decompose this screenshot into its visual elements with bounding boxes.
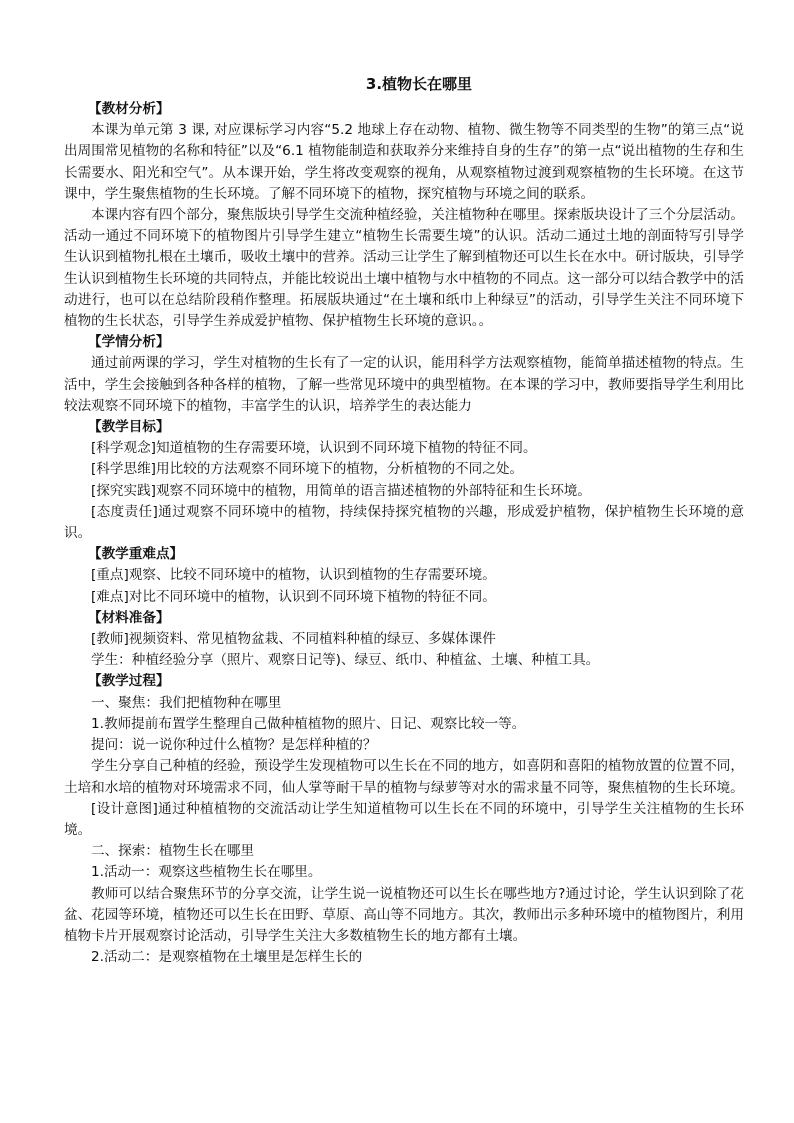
paragraph: 通过前两课的学习，学生对植物的生长有了一定的认识，能用科学方法观察植物，能简单描述植物的特点。生活中，学生会接触到各种各样的植物，了解一些常见环境中的典型植物。在本课的学习中，教师要指导学生利用比较法观察不同环境下的植物，丰富学生的认识，培养学生的表达能力	[64, 355, 744, 414]
paragraph: 教师可以结合聚焦环节的分享交流，让学生说一说植物还可以生长在哪些地方?通过讨论，学生认识到除了花盆、花园等环境，植物还可以生长在田野、草原、高山等不同地方。其次，教师出示多种环境中的植物图片，利用植物卡片开展观察讨论活动，引导学生关注大多数植物生长的地方都有土壤。	[64, 885, 744, 944]
paragraph: [设计意图]通过种植植物的交流活动让学生知道植物可以生长在不同的环境中，引导学生关注植物的生长环境。	[64, 800, 744, 838]
section-heading-key-points: 【教学重难点】	[88, 546, 184, 563]
materials-line: 学生：种植经验分享（照片、观察日记等)、绿豆、纸巾、种植盆、土壤、种植工具。	[91, 652, 600, 669]
section-heading-textbook-analysis: 【教材分析】	[88, 101, 170, 117]
section-heading-student-analysis: 【学情分析】	[88, 334, 170, 351]
process-line: 提问：说一说你种过什么植物？是怎样种植的？	[91, 737, 377, 754]
paragraph: 学生分享自己种植的经验，预设学生发现植物可以生长在不同的地方，如喜阴和喜阳的植物放置的位置不同，土培和水培的植物对环境需求不同，仙人掌等耐干旱的植物与绿萝等对水的需求量不同等，聚焦植物的生长环境。	[64, 758, 744, 796]
process-line: 1.教师提前布置学生整理自己做种植植物的照片、日记、观察比较一等。	[91, 715, 526, 732]
goal-line: [科学思维]用比较的方法观察不同环境下的植物，分析植物的不同之处。	[91, 461, 524, 478]
goal-line: [态度责任]通过观察不同环境中的植物，持续保持探究植物的兴趣，形成爱护植物，保护植物生长环境的意识。	[64, 503, 744, 542]
page-title: 3.植物长在哪里	[365, 75, 473, 93]
goal-line: [探究实践]观察不同环境中的植物，用简单的语言描述植物的外部特征和生长环境。	[91, 482, 591, 499]
paragraph: 本课内容有四个部分，聚焦版块引导学生交流种植经验，关注植物种在哪里。探索版块设计了三个分层活动。活动一通过不同环境下的植物图片引导学生建立“植物生长需要生境”的认识。活动二通过土地的剖面特写引导学生认识到植物扎根在土壤币，吸收土壤中的营养。活动三让学生了解到植物还可以生长在水中。研讨版块，引导学生认识到植物生长环境的共同特点，并能比较说出土壤中植物与水中植物的不同点。这一部分可以结合教学中的活动进行，也可以在总结阶段稍作整理。拓展版块通过“在土壤和纸巾上种绿豆”的活动，引导学生关注不同环境下植物的生长状态，引导学生养成爱护植物、保护植物生长环境的意识。。	[64, 207, 744, 330]
section-heading-materials: 【材料准备】	[88, 609, 170, 626]
process-line: 2.活动二：是观察植物在土壤里是怎样生长的	[91, 949, 363, 966]
process-line: 二、探索：植物生长在哪里	[91, 843, 255, 860]
key-point-line: [重点]观察、比较不同环境中的植物，认识到植物的生存需要环境。	[91, 567, 496, 584]
section-heading-teaching-process: 【教学过程】	[88, 673, 170, 690]
materials-line: [教师]视频资料、常见植物盆栽、不同植料种植的绿豆、多媒体课件	[91, 631, 496, 648]
process-line: 1.活动一：观察这些植物生长在哪里。	[91, 864, 322, 881]
goal-line: [科学观念]知道植物的生存需要环境，认识到不同环境下植物的特征不同。	[91, 440, 537, 457]
process-line: 一、聚焦：我们把植物种在哪里	[91, 694, 282, 711]
section-heading-teaching-goals: 【教学目标】	[88, 419, 170, 436]
key-point-line: [难点]对比不同环境中的植物，认识到不同环境下植物的特征不同。	[91, 588, 496, 605]
paragraph: 本课为单元第 3 课, 对应课标学习内容“5.2 地球上存在动物、植物、微生物等不同类型的生物”的第三点“说出周围常见植物的名称和特征”以及“6.1 植物能制造和获取养分来维持自身的生存”的第一点“说出植物的生存和生长需要水、阳光和空气”。从本课开始，学生将改变观察的视角，从观察植物过渡到观察植物的生长环境。在这节课中，学生聚焦植物的生长环境。了解不同环境下的植物，探究植物与环境之间的联系。	[64, 122, 744, 202]
